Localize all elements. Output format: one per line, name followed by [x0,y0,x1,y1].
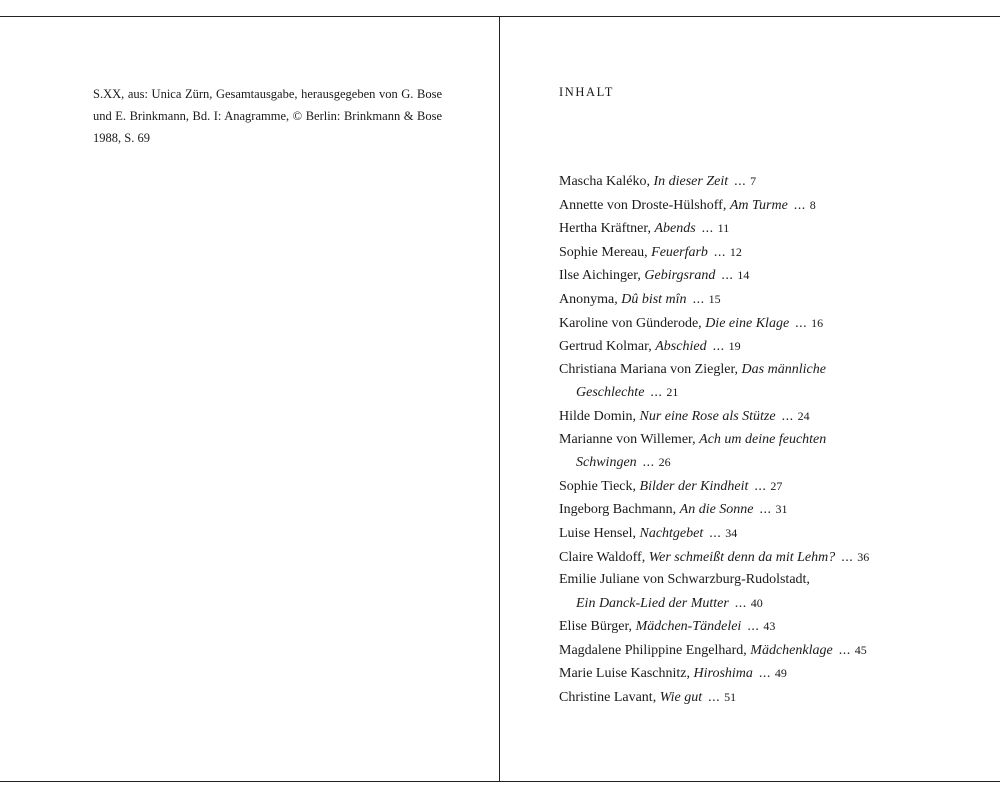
toc-author: Sophie Mereau, [559,244,652,260]
toc-leader: ... [793,197,806,213]
credit-line: & Bose 1988, S. 69 [93,109,443,145]
toc-author: Ingeborg Bachmann, [559,502,680,518]
toc-leader: ... [758,666,771,682]
toc-poem-title: Die eine Klage [705,315,790,331]
toc-leader: ... [754,478,767,494]
toc-leader: ... [747,619,760,635]
book-spread [0,16,1000,782]
toc-author: Hilde Domin, [559,408,640,424]
toc-page-number: 27 [770,478,783,493]
toc-leader: ... [795,315,808,331]
toc-poem-title: Abschied [655,339,707,355]
toc-page-number: 36 [857,549,870,564]
toc-page-number: 15 [708,291,721,306]
left-page [0,17,500,781]
toc-author: Marie Luise Kaschnitz, [559,666,694,682]
toc-leader: ... [781,408,794,424]
toc-page-number: 19 [728,339,741,354]
toc-author: Emilie Juliane von Schwarzburg-Rudolstadt, [559,572,810,588]
toc-poem-title-continued: Schwingen [576,455,637,471]
toc-poem-title: Wer schmeißt denn da mit Lehm? [648,549,836,565]
toc-entry [559,359,979,405]
toc-leader: ... [712,339,725,355]
toc-entry [559,639,979,663]
toc-author: Gertrud Kolmar, [559,339,656,355]
toc-leader: ... [701,221,714,237]
toc-poem-title: Gebirgsrand [644,268,716,284]
toc-leader: ... [734,174,747,189]
toc-leader: ... [713,244,726,260]
toc-page-number: 24 [797,408,810,423]
toc-page-number: 51 [724,690,737,705]
right-page [500,17,1000,781]
toc-author: Sophie Tieck, [559,478,640,494]
toc-poem-title: Mädchen-Tändelei [635,619,742,635]
toc-author: Karoline von Günderode, [559,315,706,331]
credit-line: Bose und E. Brinkmann, Bd. I: Anagramme, © Berlin: Brinkmann [93,87,442,123]
toc-page-number: 45 [854,642,867,657]
credit-line: S.XX, aus: Unica Zürn, Gesamtausgabe, herausgegeben von G. [93,87,414,101]
toc-poem-title: Hiroshima [693,666,753,682]
toc-leader: ... [759,502,772,518]
toc-author: Christiana Mariana von Ziegler, [559,361,742,377]
toc-poem-title-continued: Geschlechte [576,385,645,401]
toc-entry [559,405,979,429]
table-of-contents [559,170,979,710]
toc-author: Ilse Aichinger, [559,268,645,284]
toc-page-number: 34 [725,525,738,540]
toc-page-number: 16 [811,315,824,330]
toc-entry [559,217,979,241]
toc-poem-title: In dieser Zeit [653,174,729,189]
toc-leader: ... [642,455,655,471]
toc-entry [559,662,979,686]
toc-entry [559,546,979,570]
toc-poem-title: Ach um deine feuchten [699,431,827,447]
toc-author: Christine Lavant, [559,690,660,706]
toc-entry [559,498,979,522]
toc-entry [559,312,979,336]
toc-entry [559,569,979,615]
toc-heading: INHALT [559,85,614,99]
toc-poem-title: Nur eine Rose als Stütze [639,408,776,424]
source-credit [93,83,442,149]
toc-entry [559,615,979,639]
toc-leader: ... [841,549,854,565]
toc-poem-title: Mädchenklage [750,642,833,658]
toc-page-number: 43 [763,619,776,634]
toc-leader: ... [734,595,747,611]
toc-poem-title: Bilder der Kindheit [639,478,749,494]
toc-entry [559,522,979,546]
toc-entry [559,194,979,218]
toc-author: Anonyma, [559,291,622,307]
toc-entry [559,170,979,194]
toc-page-number: 11 [717,221,730,236]
toc-entry [559,241,979,265]
toc-poem-title: Abends [654,221,696,237]
toc-page-number: 26 [658,455,671,470]
toc-author: Magdalene Philippine Engelhard, [559,642,751,658]
toc-page-number: 31 [775,502,788,517]
toc-page-number: 40 [750,595,763,610]
toc-poem-title: An die Sonne [679,502,754,518]
toc-entry [559,264,979,288]
toc-author: Mascha Kaléko, [559,174,654,189]
toc-leader: ... [692,291,705,307]
toc-page-number: 7 [750,174,757,188]
toc-entry [559,335,979,359]
toc-author: Hertha Kräftner, [559,221,655,237]
toc-poem-title: Am Turme [729,197,788,213]
toc-author: Luise Hensel, [559,525,640,541]
toc-poem-title: Feuerfarb [651,244,708,260]
toc-entry [559,686,979,710]
toc-entry [559,475,979,499]
toc-author: Annette von Droste-Hülshoff, [559,197,730,213]
toc-leader: ... [709,525,722,541]
toc-poem-title: Das männliche [741,361,826,377]
toc-page-number: 8 [809,197,816,212]
toc-poem-title: Dû bist mîn [621,291,687,307]
toc-poem-title-continued: Ein Danck-Lied der Mutter [576,595,729,611]
toc-leader: ... [650,385,663,401]
toc-author: Elise Bürger, [559,619,636,635]
toc-page-number: 12 [729,244,742,259]
toc-poem-title: Nachtgebet [639,525,704,541]
toc-page-number: 49 [774,666,787,681]
toc-page-number: 14 [737,268,750,283]
toc-author: Marianne von Willemer, [559,431,700,447]
toc-page-number: 21 [666,385,679,400]
toc-leader: ... [708,690,721,706]
toc-leader: ... [838,642,851,658]
toc-entry [559,288,979,312]
toc-poem-title: Wie gut [659,690,703,706]
toc-entry [559,429,979,475]
toc-leader: ... [721,268,734,284]
toc-author: Claire Waldoff, [559,549,649,565]
